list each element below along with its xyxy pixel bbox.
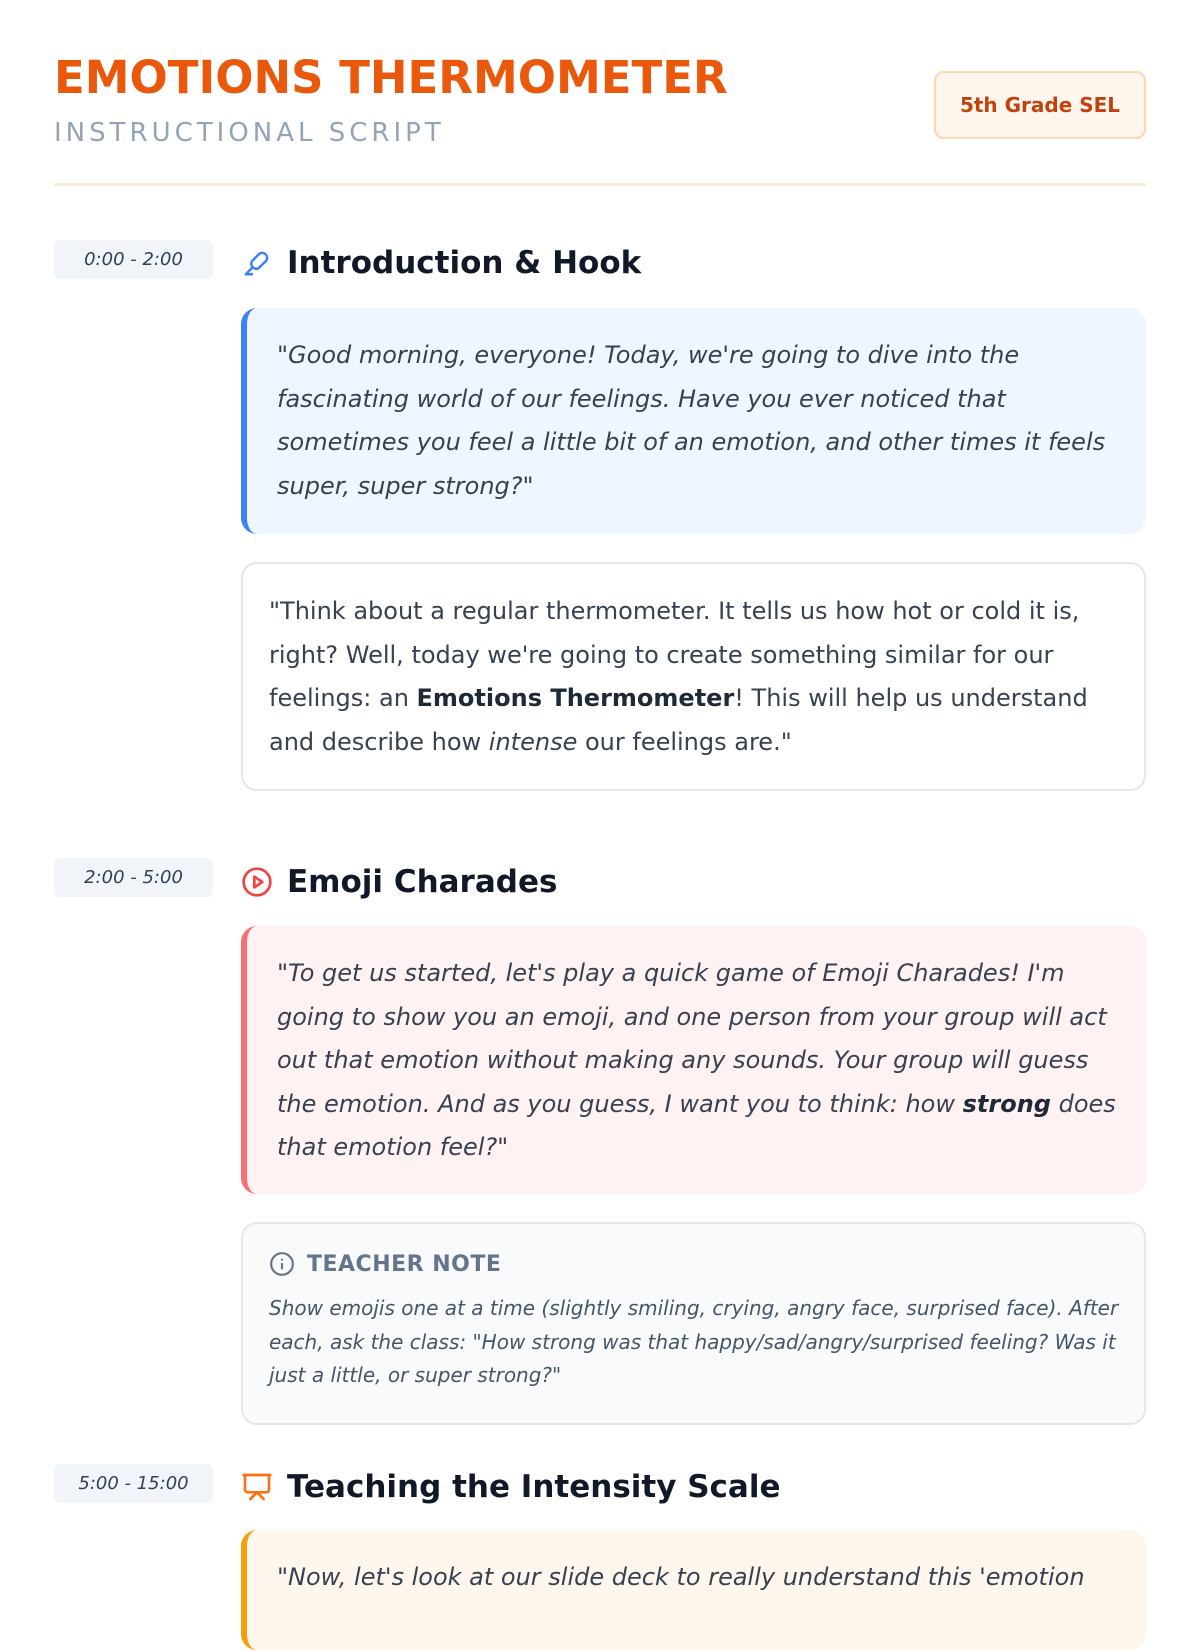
section-header-intro xyxy=(241,243,641,283)
time-chip-charades: 2:00 - 5:00 xyxy=(54,858,213,897)
section-title: Emoji Charades xyxy=(287,864,558,900)
script-emphasis-text: intense xyxy=(488,727,578,756)
teacher-note-text: Show emojis one at a time (slightly smiling, crying, angry face, surprised face). After each, ask the class: "How strong was that happy/sad/angry/surprised feeling? Was it just a little, or super strong?" xyxy=(269,1296,1119,1387)
script-text: ! This will help us understand and describe how xyxy=(269,684,1088,756)
script-bold-text: Emotions Thermometer xyxy=(416,684,735,712)
script-paragraph xyxy=(241,562,1146,791)
script-text: "Think about a regular thermometer. It tells us how hot or cold it is, right? Well, today we're going to create something similar for our feelings: an xyxy=(269,597,1080,712)
section-title: Introduction & Hook xyxy=(287,245,642,281)
section-header-intensity xyxy=(241,1467,781,1507)
page-subtitle: INSTRUCTIONAL SCRIPT xyxy=(54,118,445,148)
page-title: EMOTIONS THERMOMETER xyxy=(54,51,728,104)
script-text: "To get us started, let's play a quick game of Emoji Charades! I'm going to show you an emoji, and one person from your group will act out that emotion without making any sounds. Your group will guess the emotion. And as you guess, I want you to think: how xyxy=(277,959,1107,1118)
grade-badge: 5th Grade SEL xyxy=(934,71,1146,139)
time-chip-intro: 0:00 - 2:00 xyxy=(54,240,213,279)
script-text: our feelings are." xyxy=(577,727,792,756)
teacher-note-header xyxy=(269,1248,1120,1280)
play-circle-icon xyxy=(241,866,273,898)
script-quote xyxy=(241,926,1146,1194)
script-text: does that emotion feel?" xyxy=(277,1089,1116,1161)
teacher-note xyxy=(241,1222,1146,1425)
script-bold-text: strong xyxy=(962,1089,1051,1118)
section-header-charades xyxy=(241,862,557,902)
time-chip-intensity: 5:00 - 15:00 xyxy=(54,1464,213,1503)
section-title: Teaching the Intensity Scale xyxy=(287,1469,781,1505)
microphone-icon xyxy=(241,247,273,279)
teacher-note-label: TEACHER NOTE xyxy=(307,1251,502,1277)
header xyxy=(54,0,1146,186)
presentation-icon xyxy=(241,1471,273,1503)
info-icon xyxy=(269,1251,295,1277)
script-quote: "Good morning, everyone! Today, we're going to dive into the fascinating world of our feelings. Have you ever noticed that sometimes you feel a little bit of an emotion, and other times it feels super, super strong?" xyxy=(241,308,1146,534)
script-quote: "Now, let's look at our slide deck to really understand this 'emotion xyxy=(241,1530,1146,1650)
